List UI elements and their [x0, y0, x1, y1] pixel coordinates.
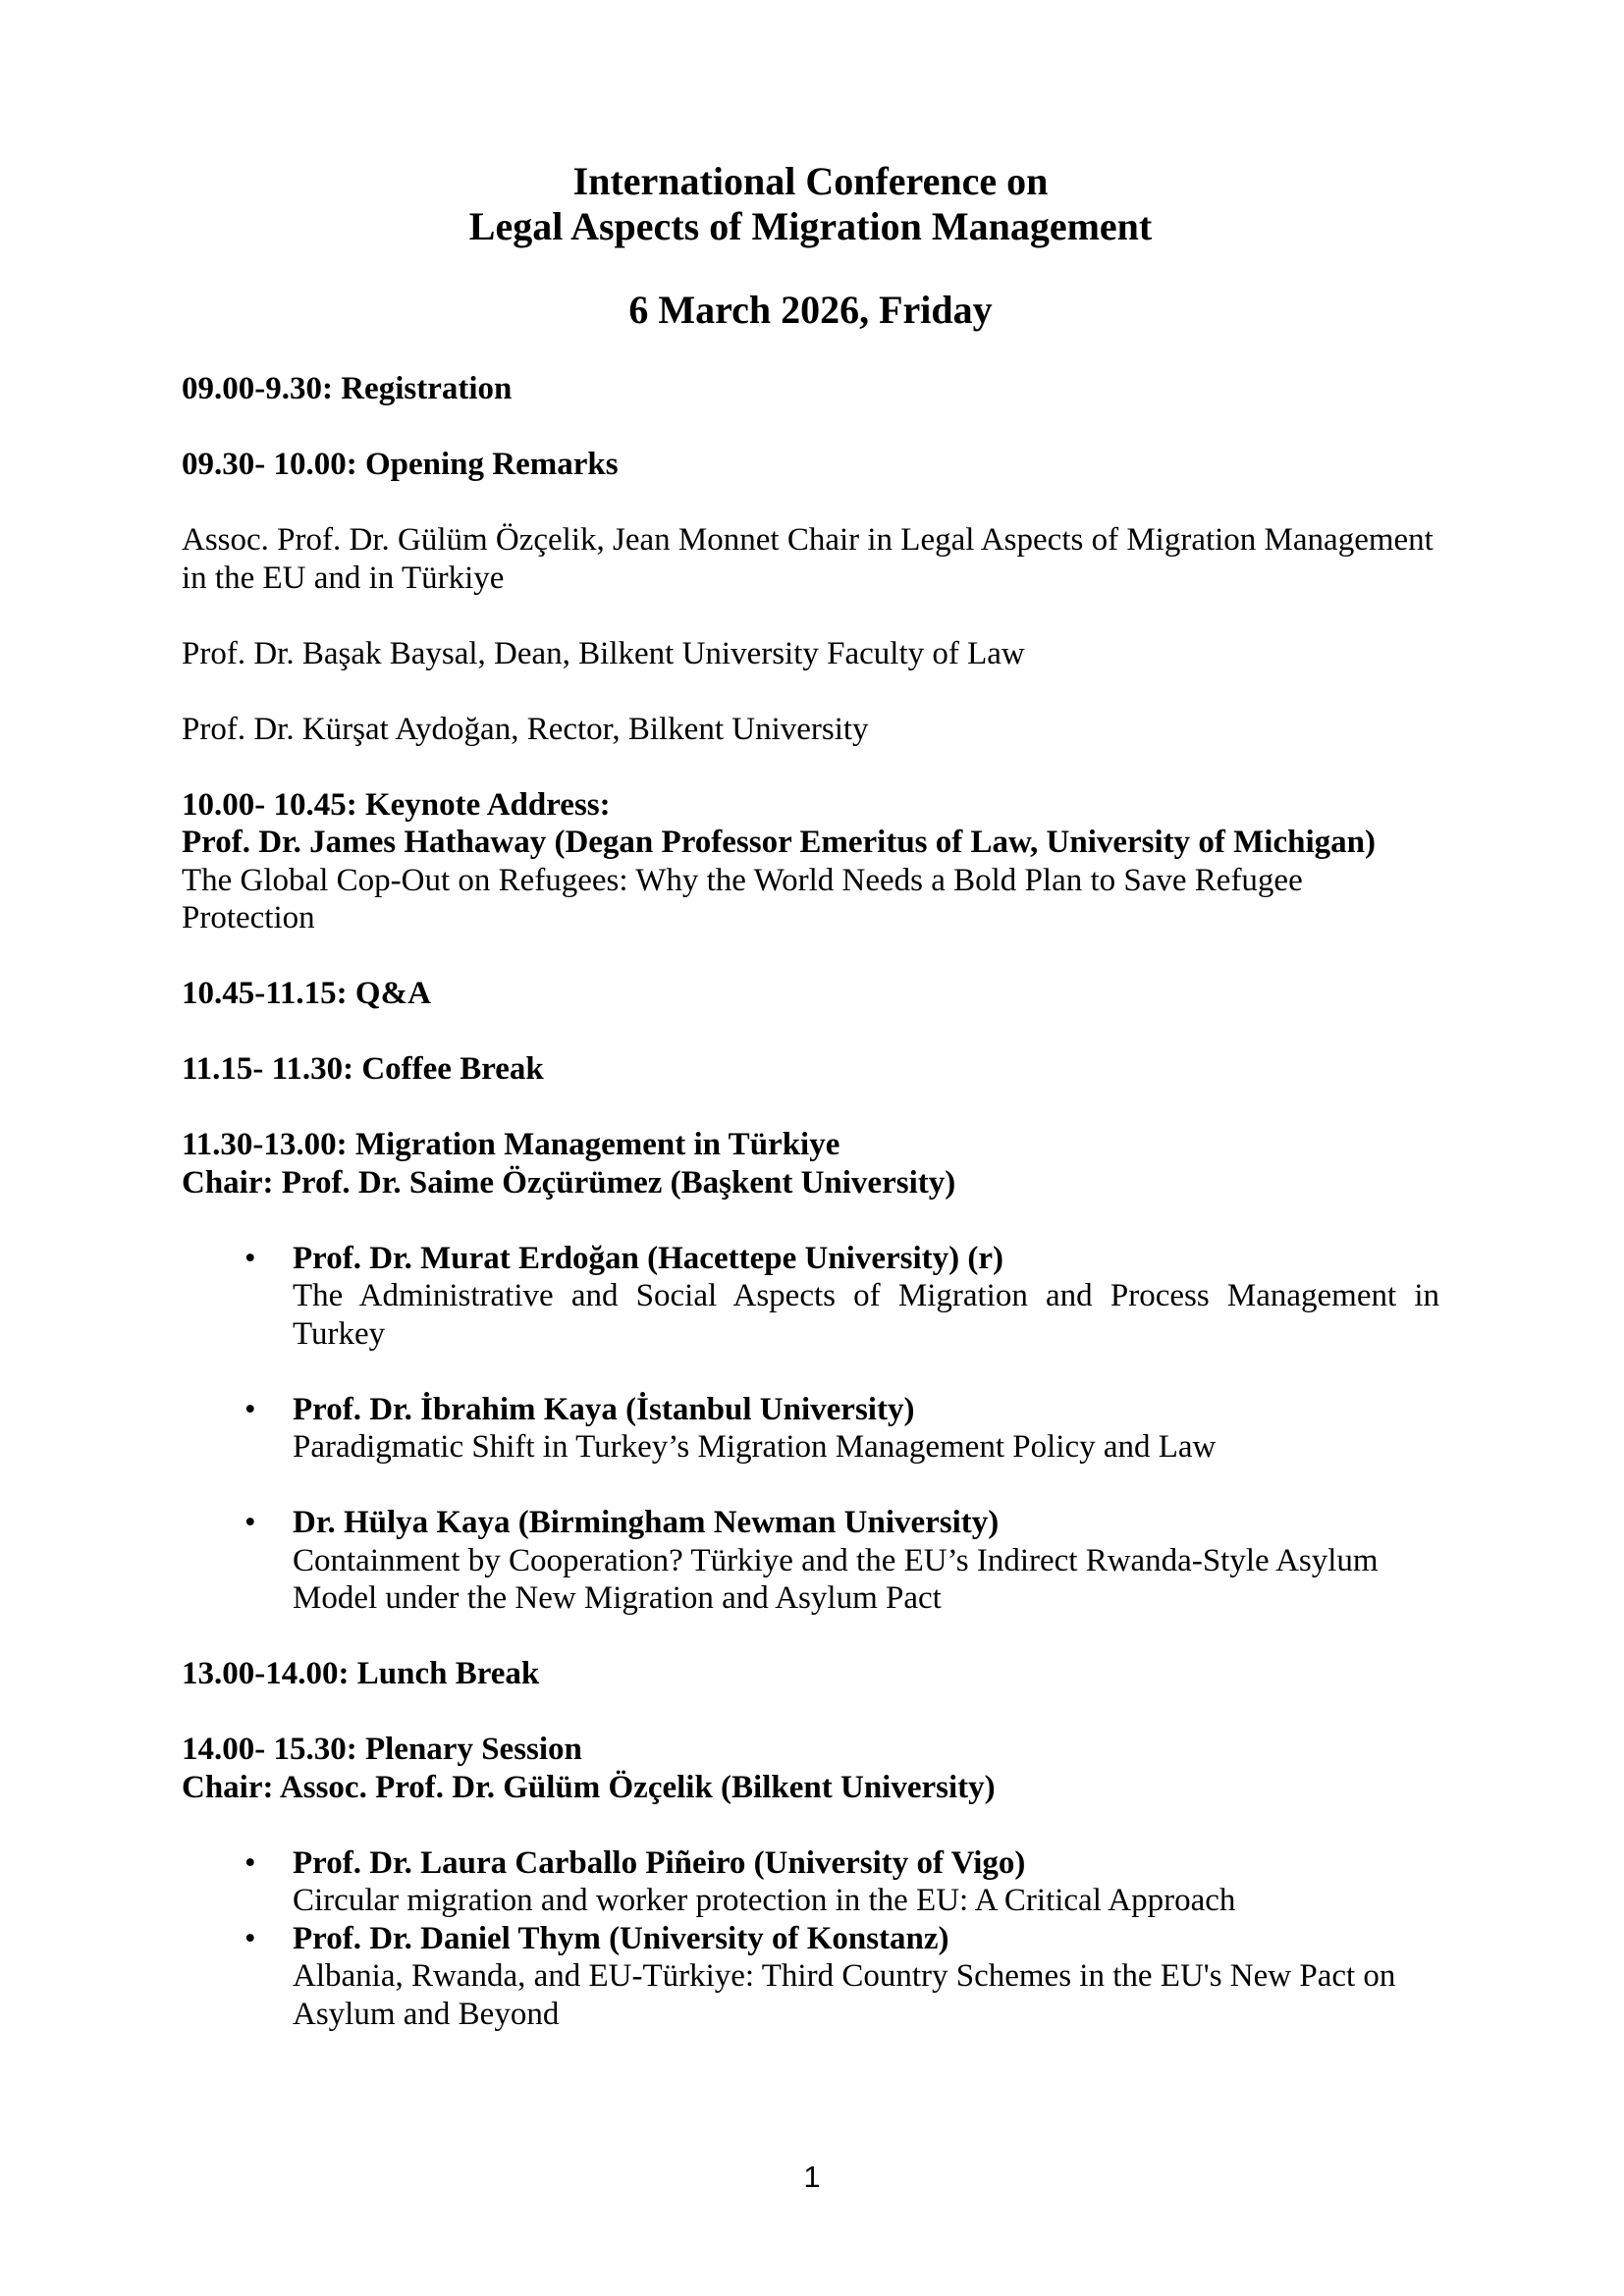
- talk-item: [182, 1391, 1439, 1467]
- talk-list-plenary: [182, 1844, 1439, 2034]
- keynote-speaker: Prof. Dr. James Hathaway (Degan Professor Emeritus of Law, University of Michigan): [182, 825, 1376, 860]
- bullet-icon: •: [244, 1391, 256, 1427]
- opening-speaker: Prof. Dr. Başak Baysal, Dean, Bilkent University Faculty of Law: [182, 635, 1025, 671]
- bullet-icon: •: [244, 1505, 256, 1540]
- talk-item: [182, 1504, 1439, 1618]
- talk-title: Circular migration and worker protection in the EU: A Critical Approach: [293, 1883, 1236, 1918]
- talk-title: Paradigmatic Shift in Turkey’s Migration Management Policy and Law: [293, 1429, 1217, 1465]
- session-heading-registration: 09.00-9.30: Registration: [182, 371, 513, 406]
- session-heading-plenary: 14.00- 15.30: Plenary Session: [182, 1732, 582, 1767]
- session-chair: Chair: Prof. Dr. Saime Özçürümez (Başkent University): [182, 1164, 956, 1201]
- bullet-icon: •: [244, 1920, 256, 1956]
- session-heading-opening-remarks: 09.30- 10.00: Opening Remarks: [182, 447, 619, 482]
- speaker-name: Prof. Dr. Daniel Thym (University of Konstanz): [293, 1920, 949, 1956]
- session-heading-qa: 10.45-11.15: Q&A: [182, 976, 431, 1011]
- talk-title: The Administrative and Social Aspects of Migration and Process Management in Turkey: [293, 1278, 1439, 1352]
- session-heading-migration-management: 11.30-13.00: Migration Management in Türkiye: [182, 1127, 840, 1162]
- bullet-icon: •: [244, 1844, 256, 1881]
- opening-speaker: Assoc. Prof. Dr. Gülüm Özçelik, Jean Monnet Chair in Legal Aspects of Migration Management in the EU and in Türkiye: [182, 522, 1434, 596]
- keynote-talk-title: The Global Cop-Out on Refugees: Why the World Needs a Bold Plan to Save Refugee Protection: [182, 862, 1303, 935]
- plenary-block: [182, 1731, 1439, 1806]
- talk-title: Containment by Cooperation? Türkiye and the EU’s Indirect Rwanda-Style Asylum Model under the New Migration and Asylum Pact: [293, 1542, 1379, 1616]
- session-turkiye-block: [182, 1126, 1439, 1201]
- talk-item: [182, 1844, 1439, 1920]
- talk-title: Albania, Rwanda, and EU-Türkiye: Third Country Schemes in the EU's New Pact on Asylum and Beyond: [293, 1958, 1396, 2032]
- document-title: [182, 159, 1439, 249]
- title-line-1: International Conference on: [572, 159, 1049, 203]
- session-heading-lunch-break: 13.00-14.00: Lunch Break: [182, 1656, 540, 1691]
- speaker-name: Prof. Dr. İbrahim Kaya (İstanbul University): [293, 1391, 915, 1427]
- talk-list-session-turkiye: [182, 1240, 1439, 1618]
- session-heading-coffee-break: 11.15- 11.30: Coffee Break: [182, 1051, 544, 1087]
- opening-speaker: Prof. Dr. Kürşat Aydoğan, Rector, Bilkent University: [182, 711, 869, 747]
- title-line-2: Legal Aspects of Migration Management: [468, 204, 1153, 248]
- conference-date: 6 March 2026, Friday: [628, 287, 993, 332]
- session-chair: Chair: Assoc. Prof. Dr. Gülüm Özçelik (Bilkent University): [182, 1769, 996, 1805]
- keynote-block: [182, 786, 1439, 937]
- talk-item: [182, 1240, 1439, 1354]
- bullet-icon: •: [244, 1240, 256, 1276]
- page-number: 1: [803, 2160, 821, 2194]
- talk-item: [182, 1920, 1439, 2034]
- session-heading-keynote: 10.00- 10.45: Keynote Address:: [182, 786, 611, 823]
- speaker-name: Dr. Hülya Kaya (Birmingham Newman University): [293, 1505, 1000, 1540]
- speaker-name: Prof. Dr. Murat Erdoğan (Hacettepe University) (r): [293, 1240, 1003, 1276]
- speaker-name: Prof. Dr. Laura Carballo Piñeiro (University of Vigo): [293, 1844, 1026, 1881]
